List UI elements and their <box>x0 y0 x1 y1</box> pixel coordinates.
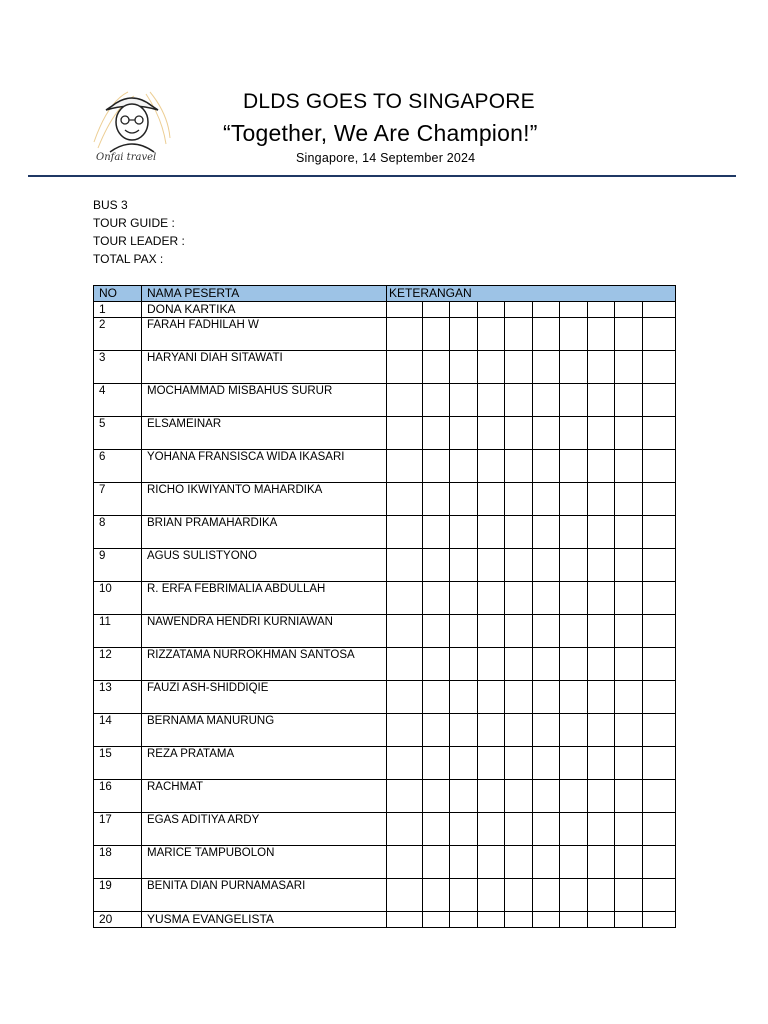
remarks-cell <box>588 846 615 879</box>
remarks-cell <box>387 648 423 681</box>
remarks-cell <box>560 351 588 384</box>
remarks-cell <box>450 582 478 615</box>
remarks-cell <box>533 318 560 351</box>
remarks-cell <box>560 417 588 450</box>
remarks-cell <box>643 384 676 417</box>
table-row <box>94 747 676 780</box>
remarks-cell <box>505 384 533 417</box>
remarks-cell <box>505 351 533 384</box>
remarks-cell <box>588 879 615 912</box>
table-row <box>94 681 676 714</box>
row-number: 17 <box>94 813 142 846</box>
remarks-cell <box>450 681 478 714</box>
remarks-cell <box>643 780 676 813</box>
remarks-cell <box>450 615 478 648</box>
table-row <box>94 483 676 516</box>
remarks-cell <box>588 483 615 516</box>
remarks-cell <box>615 846 643 879</box>
remarks-cell <box>533 846 560 879</box>
remarks-cell <box>615 780 643 813</box>
remarks-cell <box>423 879 450 912</box>
remarks-cell <box>423 714 450 747</box>
remarks-cell <box>533 813 560 846</box>
remarks-cell <box>450 318 478 351</box>
remarks-cell <box>387 417 423 450</box>
remarks-cell <box>478 582 505 615</box>
remarks-cell <box>615 483 643 516</box>
table-row <box>94 846 676 879</box>
remarks-cell <box>533 747 560 780</box>
remarks-cell <box>643 417 676 450</box>
remarks-cell <box>588 302 615 318</box>
svg-text:Onfai travel: Onfai travel <box>96 152 157 163</box>
remarks-cell <box>505 450 533 483</box>
row-number: 13 <box>94 681 142 714</box>
remarks-cell <box>560 714 588 747</box>
remarks-cell <box>615 648 643 681</box>
remarks-cell <box>450 780 478 813</box>
participant-name: BRIAN PRAMAHARDIKA <box>142 516 387 549</box>
row-number: 8 <box>94 516 142 549</box>
table-row <box>94 516 676 549</box>
remarks-cell <box>560 450 588 483</box>
remarks-cell <box>387 747 423 780</box>
remarks-cell <box>588 681 615 714</box>
row-number: 1 <box>94 302 142 318</box>
participant-name: FARAH FADHILAH W <box>142 318 387 351</box>
table-header-row <box>94 286 676 302</box>
remarks-cell <box>533 450 560 483</box>
remarks-cell <box>478 615 505 648</box>
table-row <box>94 351 676 384</box>
remarks-cell <box>423 648 450 681</box>
remarks-cell <box>387 813 423 846</box>
participant-name: YOHANA FRANSISCA WIDA IKASARI <box>142 450 387 483</box>
participant-name: RIZZATAMA NURROKHMAN SANTOSA <box>142 648 387 681</box>
participant-name: FAUZI ASH-SHIDDIQIE <box>142 681 387 714</box>
remarks-cell <box>450 879 478 912</box>
remarks-cell <box>423 846 450 879</box>
remarks-cell <box>533 879 560 912</box>
remarks-cell <box>505 846 533 879</box>
remarks-cell <box>478 302 505 318</box>
remarks-cell <box>450 714 478 747</box>
remarks-cell <box>423 681 450 714</box>
remarks-cell <box>478 879 505 912</box>
remarks-cell <box>615 450 643 483</box>
remarks-cell <box>643 648 676 681</box>
remarks-cell <box>423 549 450 582</box>
remarks-cell <box>387 615 423 648</box>
table-row <box>94 417 676 450</box>
remarks-cell <box>588 516 615 549</box>
document-tagline: “Together, We Are Champion!” <box>223 120 538 146</box>
remarks-cell <box>450 351 478 384</box>
remarks-cell <box>615 549 643 582</box>
remarks-cell <box>560 384 588 417</box>
remarks-cell <box>423 318 450 351</box>
remarks-cell <box>643 302 676 318</box>
remarks-cell <box>615 912 643 928</box>
remarks-cell <box>478 516 505 549</box>
remarks-cell <box>450 417 478 450</box>
remarks-cell <box>478 813 505 846</box>
remarks-cell <box>387 318 423 351</box>
bus-label: BUS 3 <box>93 198 128 212</box>
remarks-cell <box>387 384 423 417</box>
table-row <box>94 384 676 417</box>
remarks-cell <box>478 912 505 928</box>
remarks-cell <box>643 351 676 384</box>
remarks-cell <box>450 384 478 417</box>
remarks-cell <box>505 648 533 681</box>
remarks-cell <box>478 318 505 351</box>
row-number: 20 <box>94 912 142 928</box>
remarks-cell <box>505 302 533 318</box>
remarks-cell <box>423 384 450 417</box>
remarks-cell <box>643 450 676 483</box>
row-number: 10 <box>94 582 142 615</box>
remarks-cell <box>505 879 533 912</box>
remarks-cell <box>615 516 643 549</box>
remarks-cell <box>533 681 560 714</box>
remarks-cell <box>643 549 676 582</box>
remarks-cell <box>560 549 588 582</box>
remarks-cell <box>478 483 505 516</box>
remarks-cell <box>643 747 676 780</box>
remarks-cell <box>533 417 560 450</box>
traveler-face-icon <box>88 82 174 164</box>
remarks-cell <box>560 582 588 615</box>
tour-leader-label: TOUR LEADER : <box>93 234 185 248</box>
participant-name: MARICE TAMPUBOLON <box>142 846 387 879</box>
remarks-cell <box>450 648 478 681</box>
remarks-cell <box>387 582 423 615</box>
remarks-cell <box>387 846 423 879</box>
remarks-cell <box>387 780 423 813</box>
participant-name: R. ERFA FEBRIMALIA ABDULLAH <box>142 582 387 615</box>
remarks-cell <box>423 813 450 846</box>
remarks-cell <box>643 318 676 351</box>
remarks-cell <box>478 549 505 582</box>
remarks-cell <box>588 813 615 846</box>
remarks-cell <box>423 516 450 549</box>
remarks-cell <box>423 582 450 615</box>
remarks-cell <box>588 714 615 747</box>
row-number: 9 <box>94 549 142 582</box>
remarks-cell <box>643 615 676 648</box>
remarks-cell <box>423 780 450 813</box>
total-pax-label: TOTAL PAX : <box>93 252 164 266</box>
remarks-cell <box>533 351 560 384</box>
table-row <box>94 780 676 813</box>
remarks-cell <box>423 450 450 483</box>
row-number: 5 <box>94 417 142 450</box>
remarks-cell <box>478 351 505 384</box>
remarks-cell <box>643 681 676 714</box>
remarks-cell <box>588 615 615 648</box>
row-number: 11 <box>94 615 142 648</box>
remarks-cell <box>588 780 615 813</box>
remarks-cell <box>533 384 560 417</box>
remarks-cell <box>588 648 615 681</box>
remarks-cell <box>533 615 560 648</box>
row-number: 19 <box>94 879 142 912</box>
remarks-cell <box>423 302 450 318</box>
remarks-cell <box>505 417 533 450</box>
remarks-cell <box>505 813 533 846</box>
remarks-cell <box>643 912 676 928</box>
table-row <box>94 912 676 928</box>
document-title: DLDS GOES TO SINGAPORE <box>243 90 535 113</box>
remarks-cell <box>615 351 643 384</box>
remarks-cell <box>505 681 533 714</box>
remarks-cell <box>505 549 533 582</box>
table-row <box>94 615 676 648</box>
row-number: 18 <box>94 846 142 879</box>
remarks-cell <box>588 582 615 615</box>
participant-name: DONA KARTIKA <box>142 302 387 318</box>
remarks-cell <box>533 912 560 928</box>
remarks-cell <box>478 450 505 483</box>
participant-name: ELSAMEINAR <box>142 417 387 450</box>
remarks-cell <box>643 813 676 846</box>
document-date: Singapore, 14 September 2024 <box>296 151 476 165</box>
remarks-cell <box>387 483 423 516</box>
remarks-cell <box>588 747 615 780</box>
remarks-cell <box>560 747 588 780</box>
remarks-cell <box>643 483 676 516</box>
remarks-cell <box>450 912 478 928</box>
remarks-cell <box>423 615 450 648</box>
row-number: 12 <box>94 648 142 681</box>
table-body <box>94 302 676 928</box>
remarks-cell <box>478 780 505 813</box>
remarks-cell <box>423 912 450 928</box>
remarks-cell <box>478 681 505 714</box>
row-number: 14 <box>94 714 142 747</box>
participant-name: AGUS SULISTYONO <box>142 549 387 582</box>
remarks-cell <box>505 780 533 813</box>
remarks-cell <box>533 780 560 813</box>
row-number: 3 <box>94 351 142 384</box>
remarks-cell <box>560 318 588 351</box>
remarks-cell <box>478 417 505 450</box>
remarks-cell <box>560 846 588 879</box>
remarks-cell <box>615 714 643 747</box>
tour-guide-label: TOUR GUIDE : <box>93 216 175 230</box>
remarks-cell <box>588 549 615 582</box>
remarks-cell <box>615 318 643 351</box>
remarks-cell <box>643 714 676 747</box>
remarks-cell <box>533 549 560 582</box>
remarks-cell <box>615 302 643 318</box>
remarks-cell <box>533 714 560 747</box>
row-number: 4 <box>94 384 142 417</box>
remarks-cell <box>423 351 450 384</box>
remarks-cell <box>560 302 588 318</box>
table-row <box>94 714 676 747</box>
remarks-cell <box>505 318 533 351</box>
remarks-cell <box>588 417 615 450</box>
remarks-cell <box>387 450 423 483</box>
header-remarks: KETERANGAN <box>387 286 676 302</box>
remarks-cell <box>643 516 676 549</box>
remarks-cell <box>588 318 615 351</box>
remarks-cell <box>533 302 560 318</box>
participant-name: EGAS ADITIYA ARDY <box>142 813 387 846</box>
remarks-cell <box>387 681 423 714</box>
remarks-cell <box>615 417 643 450</box>
remarks-cell <box>560 483 588 516</box>
participant-name: RICHO IKWIYANTO MAHARDIKA <box>142 483 387 516</box>
remarks-cell <box>615 747 643 780</box>
table-row <box>94 318 676 351</box>
table-row <box>94 648 676 681</box>
table-row <box>94 582 676 615</box>
remarks-cell <box>615 813 643 846</box>
remarks-cell <box>615 879 643 912</box>
remarks-cell <box>387 549 423 582</box>
table-row <box>94 549 676 582</box>
remarks-cell <box>533 483 560 516</box>
remarks-cell <box>615 615 643 648</box>
remarks-cell <box>615 582 643 615</box>
remarks-cell <box>560 912 588 928</box>
remarks-cell <box>450 450 478 483</box>
remarks-cell <box>533 582 560 615</box>
remarks-cell <box>450 302 478 318</box>
remarks-cell <box>450 813 478 846</box>
participant-name: YUSMA EVANGELISTA <box>142 912 387 928</box>
remarks-cell <box>505 912 533 928</box>
remarks-cell <box>505 615 533 648</box>
company-logo <box>88 82 174 164</box>
row-number: 7 <box>94 483 142 516</box>
remarks-cell <box>588 351 615 384</box>
participant-name: BENITA DIAN PURNAMASARI <box>142 879 387 912</box>
remarks-cell <box>560 516 588 549</box>
remarks-cell <box>505 714 533 747</box>
trip-info <box>93 196 185 268</box>
header-name: NAMA PESERTA <box>142 286 387 302</box>
remarks-cell <box>643 582 676 615</box>
remarks-cell <box>423 483 450 516</box>
remarks-cell <box>450 483 478 516</box>
row-number: 16 <box>94 780 142 813</box>
participant-name: REZA PRATAMA <box>142 747 387 780</box>
row-number: 2 <box>94 318 142 351</box>
remarks-cell <box>478 714 505 747</box>
participant-name: HARYANI DIAH SITAWATI <box>142 351 387 384</box>
table-row <box>94 879 676 912</box>
remarks-cell <box>423 747 450 780</box>
remarks-cell <box>450 846 478 879</box>
remarks-cell <box>450 549 478 582</box>
remarks-cell <box>478 846 505 879</box>
remarks-cell <box>560 648 588 681</box>
remarks-cell <box>387 879 423 912</box>
row-number: 15 <box>94 747 142 780</box>
header-divider <box>28 175 736 177</box>
remarks-cell <box>560 879 588 912</box>
remarks-cell <box>478 648 505 681</box>
participant-name: BERNAMA MANURUNG <box>142 714 387 747</box>
remarks-cell <box>505 582 533 615</box>
remarks-cell <box>588 384 615 417</box>
participant-table <box>93 285 676 928</box>
remarks-cell <box>533 516 560 549</box>
table-row <box>94 813 676 846</box>
remarks-cell <box>505 516 533 549</box>
remarks-cell <box>643 879 676 912</box>
remarks-cell <box>560 615 588 648</box>
remarks-cell <box>560 813 588 846</box>
header-no: NO <box>94 286 142 302</box>
remarks-cell <box>588 450 615 483</box>
remarks-cell <box>615 384 643 417</box>
remarks-cell <box>387 351 423 384</box>
remarks-cell <box>423 417 450 450</box>
remarks-cell <box>387 302 423 318</box>
remarks-cell <box>505 483 533 516</box>
remarks-cell <box>533 648 560 681</box>
participant-name: NAWENDRA HENDRI KURNIAWAN <box>142 615 387 648</box>
remarks-cell <box>450 516 478 549</box>
remarks-cell <box>643 846 676 879</box>
participant-name: RACHMAT <box>142 780 387 813</box>
participant-name: MOCHAMMAD MISBAHUS SURUR <box>142 384 387 417</box>
row-number: 6 <box>94 450 142 483</box>
remarks-cell <box>478 384 505 417</box>
remarks-cell <box>560 681 588 714</box>
remarks-cell <box>450 747 478 780</box>
table-row <box>94 302 676 318</box>
remarks-cell <box>387 912 423 928</box>
remarks-cell <box>615 681 643 714</box>
remarks-cell <box>478 747 505 780</box>
remarks-cell <box>505 747 533 780</box>
remarks-cell <box>560 780 588 813</box>
remarks-cell <box>387 516 423 549</box>
remarks-cell <box>588 912 615 928</box>
table-row <box>94 450 676 483</box>
remarks-cell <box>387 714 423 747</box>
